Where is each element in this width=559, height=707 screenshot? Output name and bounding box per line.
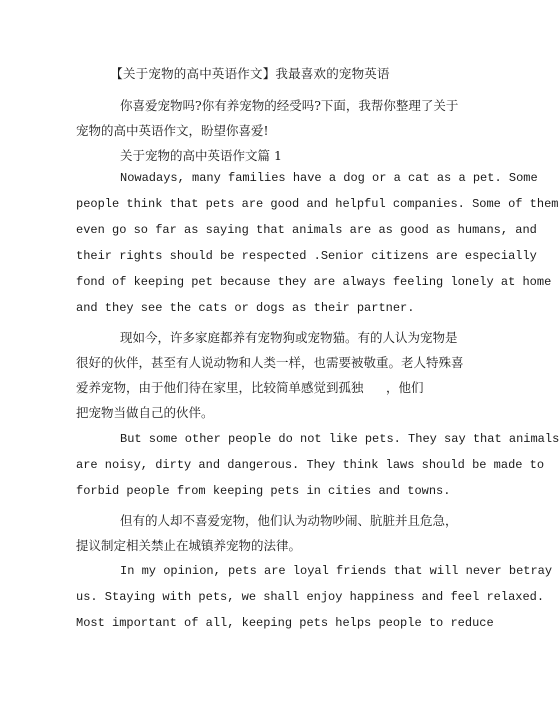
text-line: people think that pets are good and helpful companies. Some of them bbox=[76, 197, 559, 211]
text-line: 很好的伙伴，甚至有人说动物和人类一样，也需要被敬重。老人特殊喜 bbox=[76, 355, 464, 370]
text-line: 把宠物当做自己的伙伴。 bbox=[76, 405, 214, 420]
text-line: In my opinion, pets are loyal friends that will never betray bbox=[120, 564, 553, 578]
text-line: even go so far as saying that animals are as good as humans, and bbox=[76, 223, 537, 237]
intro-line: 你喜爱宠物吗?你有养宠物的经受吗?下面，我帮你整理了关于 bbox=[120, 98, 459, 113]
document-title: 【关于宠物的高中英语作文】我最喜欢的宠物英语 bbox=[110, 66, 390, 81]
text-line: Nowadays, many families have a dog or a cat as a pet. Some bbox=[120, 171, 538, 185]
text-line: 提议制定相关禁止在城镇养宠物的法律。 bbox=[76, 538, 302, 553]
text-line: 爱养宠物，由于他们待在家里，比较简单感觉到孤独 bbox=[76, 380, 364, 395]
text-line: are noisy, dirty and dangerous. They think laws should be made to bbox=[76, 458, 545, 472]
text-line: 但有的人却不喜爱宠物，他们认为动物吵闹、肮脏并且危急， bbox=[120, 513, 458, 528]
text-line: fond of keeping pet because they are always feeling lonely at home bbox=[76, 275, 552, 289]
text-line: But some other people do not like pets. They say that animals bbox=[120, 432, 559, 446]
text-line: Most important of all, keeping pets helps people to reduce bbox=[76, 616, 494, 630]
text-line: their rights should be respected .Senior citizens are especially bbox=[76, 249, 537, 263]
text-line: us. Staying with pets, we shall enjoy happiness and feel relaxed. bbox=[76, 590, 545, 604]
text-line: ，他们 bbox=[386, 380, 424, 395]
text-line: and they see the cats or dogs as their partner. bbox=[76, 301, 415, 315]
text-line: 现如今，许多家庭都养有宠物狗或宠物猫。有的人认为宠物是 bbox=[120, 330, 458, 345]
intro-line: 宠物的高中英语作文，盼望你喜爱! bbox=[76, 123, 269, 138]
text-line: forbid people from keeping pets in cities and towns. bbox=[76, 484, 451, 498]
section-heading: 关于宠物的高中英语作文篇 1 bbox=[120, 148, 282, 163]
